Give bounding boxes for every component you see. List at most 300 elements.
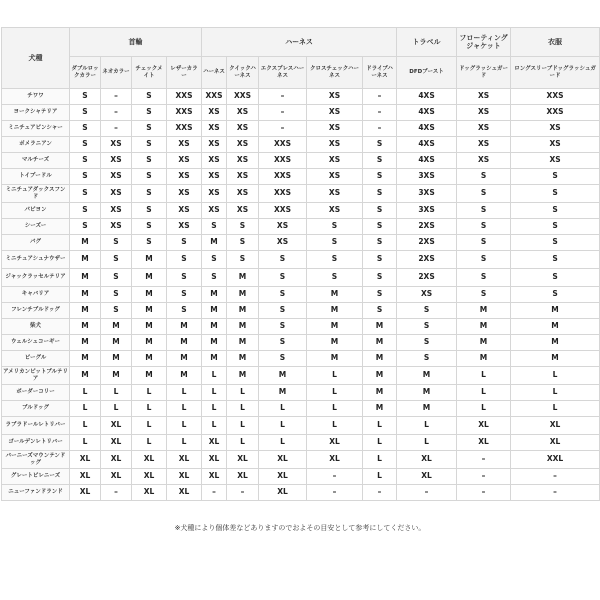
category-header: ハーネス: [202, 28, 397, 57]
size-cell: M: [363, 351, 397, 367]
size-cell: XS: [457, 89, 511, 105]
size-cell: S: [101, 287, 132, 303]
size-cell: L: [101, 385, 132, 401]
table-row: [2, 319, 600, 335]
size-cell: S: [363, 251, 397, 269]
size-cell: S: [259, 251, 307, 269]
size-cell: M: [307, 335, 363, 351]
breed-name: アメリカンピットブルテリア: [2, 367, 70, 385]
table-row: [2, 469, 600, 485]
size-cell: –: [101, 89, 132, 105]
size-cell: XL: [307, 451, 363, 469]
size-cell: XXS: [227, 89, 259, 105]
size-cell: M: [70, 303, 101, 319]
size-cell: –: [101, 105, 132, 121]
size-cell: XS: [307, 169, 363, 185]
size-cell: M: [227, 269, 259, 287]
size-cell: XL: [202, 435, 227, 451]
category-header: トラベル: [397, 28, 457, 57]
size-cell: S: [363, 235, 397, 251]
size-cell: L: [227, 401, 259, 417]
size-cell: S: [259, 303, 307, 319]
size-cell: XS: [167, 203, 202, 219]
size-cell: L: [511, 401, 600, 417]
size-cell: S: [202, 219, 227, 235]
product-column-header: エクスプレスハーネス: [259, 57, 307, 89]
size-cell: S: [70, 137, 101, 153]
size-cell: XL: [457, 417, 511, 435]
size-cell: S: [259, 351, 307, 367]
size-cell: XL: [202, 469, 227, 485]
size-cell: S: [457, 185, 511, 203]
size-cell: M: [307, 351, 363, 367]
size-cell: 4XS: [397, 153, 457, 169]
size-cell: M: [227, 335, 259, 351]
size-cell: XS: [227, 137, 259, 153]
size-cell: M: [307, 303, 363, 319]
size-cell: XL: [101, 469, 132, 485]
size-cell: XS: [202, 203, 227, 219]
size-cell: S: [202, 269, 227, 287]
size-cell: –: [397, 485, 457, 501]
size-cell: XL: [167, 451, 202, 469]
size-cell: S: [397, 319, 457, 335]
size-cell: XL: [259, 485, 307, 501]
size-cell: S: [101, 235, 132, 251]
size-cell: 4XS: [397, 89, 457, 105]
size-cell: S: [511, 169, 600, 185]
size-cell: L: [227, 417, 259, 435]
size-cell: M: [202, 335, 227, 351]
size-cell: M: [227, 351, 259, 367]
size-cell: XL: [70, 451, 101, 469]
breed-name: シーズー: [2, 219, 70, 235]
size-cell: –: [101, 121, 132, 137]
size-cell: XS: [259, 235, 307, 251]
size-cell: XS: [227, 169, 259, 185]
product-column-header: レザーカラー: [167, 57, 202, 89]
size-cell: –: [259, 89, 307, 105]
size-cell: –: [259, 121, 307, 137]
size-cell: –: [363, 485, 397, 501]
table-row: [2, 401, 600, 417]
breed-name: ミニチュアシュナウザー: [2, 251, 70, 269]
size-cell: –: [457, 469, 511, 485]
size-cell: M: [167, 335, 202, 351]
product-column-header: ネオカラー: [101, 57, 132, 89]
size-cell: M: [227, 319, 259, 335]
size-cell: XXS: [167, 105, 202, 121]
size-cell: XS: [202, 105, 227, 121]
table-row: [2, 435, 600, 451]
size-cell: M: [101, 335, 132, 351]
size-cell: M: [457, 335, 511, 351]
table-row: [2, 269, 600, 287]
size-cell: L: [397, 435, 457, 451]
size-cell: XL: [259, 451, 307, 469]
size-cell: XL: [70, 469, 101, 485]
size-cell: L: [227, 385, 259, 401]
size-cell: XS: [101, 219, 132, 235]
size-cell: 2XS: [397, 269, 457, 287]
size-cell: M: [259, 367, 307, 385]
table-row: [2, 367, 600, 385]
size-cell: S: [397, 335, 457, 351]
size-cell: M: [202, 235, 227, 251]
size-cell: S: [457, 235, 511, 251]
size-cell: S: [202, 251, 227, 269]
size-cell: XS: [202, 121, 227, 137]
size-cell: M: [70, 319, 101, 335]
size-cell: XXS: [511, 105, 600, 121]
size-cell: L: [202, 401, 227, 417]
size-cell: –: [511, 469, 600, 485]
category-header: 衣服: [511, 28, 600, 57]
size-cell: L: [307, 367, 363, 385]
size-cell: 2XS: [397, 219, 457, 235]
size-cell: S: [457, 251, 511, 269]
size-cell: S: [363, 137, 397, 153]
size-cell: –: [307, 485, 363, 501]
size-cell: S: [457, 169, 511, 185]
size-cell: L: [511, 367, 600, 385]
size-cell: XXS: [259, 169, 307, 185]
size-cell: M: [202, 287, 227, 303]
size-cell: S: [227, 219, 259, 235]
size-cell: M: [457, 303, 511, 319]
size-cell: –: [457, 485, 511, 501]
table-header: [2, 28, 600, 89]
size-cell: L: [307, 385, 363, 401]
size-cell: S: [363, 185, 397, 203]
size-cell: 3XS: [397, 169, 457, 185]
size-cell: S: [397, 303, 457, 319]
size-cell: S: [132, 203, 167, 219]
size-cell: S: [307, 251, 363, 269]
table-row: [2, 185, 600, 203]
size-cell: 3XS: [397, 185, 457, 203]
table-row: [2, 137, 600, 153]
breed-name: ブルドッグ: [2, 401, 70, 417]
size-cell: XL: [167, 469, 202, 485]
size-cell: M: [363, 385, 397, 401]
size-cell: –: [511, 485, 600, 501]
category-header-row: [2, 28, 600, 57]
size-cell: L: [511, 385, 600, 401]
size-cell: S: [70, 203, 101, 219]
size-cell: –: [363, 105, 397, 121]
size-cell: M: [101, 351, 132, 367]
size-cell: XS: [457, 105, 511, 121]
table-row: [2, 287, 600, 303]
size-cell: M: [227, 287, 259, 303]
size-cell: S: [363, 287, 397, 303]
product-header-row: [2, 57, 600, 89]
size-cell: XL: [132, 469, 167, 485]
size-cell: –: [101, 485, 132, 501]
table-row: [2, 203, 600, 219]
size-cell: S: [132, 153, 167, 169]
breed-name: ポメラニアン: [2, 137, 70, 153]
size-cell: S: [259, 287, 307, 303]
size-cell: S: [363, 169, 397, 185]
size-cell: S: [70, 105, 101, 121]
size-cell: M: [227, 367, 259, 385]
table-row: [2, 251, 600, 269]
size-cell: M: [132, 303, 167, 319]
size-cell: XL: [167, 485, 202, 501]
size-cell: XXS: [259, 137, 307, 153]
size-cell: S: [132, 185, 167, 203]
table-row: [2, 385, 600, 401]
size-cell: XS: [227, 153, 259, 169]
size-cell: L: [167, 435, 202, 451]
size-cell: S: [101, 251, 132, 269]
size-cell: S: [363, 269, 397, 287]
size-cell: L: [101, 401, 132, 417]
size-cell: M: [363, 335, 397, 351]
breed-name: ミニチュアピンシャー: [2, 121, 70, 137]
size-cell: XL: [101, 451, 132, 469]
size-cell: XS: [307, 105, 363, 121]
breed-name: ボーダーコリー: [2, 385, 70, 401]
size-cell: M: [132, 251, 167, 269]
breed-name: フレンチブルドッグ: [2, 303, 70, 319]
size-cell: L: [202, 385, 227, 401]
size-cell: XS: [511, 137, 600, 153]
size-cell: S: [511, 203, 600, 219]
size-cell: L: [167, 417, 202, 435]
size-cell: L: [70, 385, 101, 401]
size-cell: S: [363, 153, 397, 169]
size-cell: –: [227, 485, 259, 501]
size-cell: S: [363, 203, 397, 219]
size-cell: S: [101, 269, 132, 287]
size-cell: M: [511, 303, 600, 319]
size-cell: M: [167, 319, 202, 335]
size-cell: XS: [167, 219, 202, 235]
size-cell: S: [259, 319, 307, 335]
size-cell: M: [167, 351, 202, 367]
size-cell: XS: [511, 121, 600, 137]
breed-name: トイプードル: [2, 169, 70, 185]
size-cell: M: [363, 401, 397, 417]
size-cell: S: [511, 235, 600, 251]
breed-name: グレートピレニーズ: [2, 469, 70, 485]
breed-name: パピヨン: [2, 203, 70, 219]
size-cell: M: [457, 351, 511, 367]
size-cell: M: [70, 235, 101, 251]
category-header: 首輪: [70, 28, 202, 57]
size-cell: XXS: [259, 203, 307, 219]
size-cell: –: [363, 121, 397, 137]
size-cell: XL: [307, 435, 363, 451]
table-row: [2, 451, 600, 469]
table-row: [2, 219, 600, 235]
product-column-header: ハーネス: [202, 57, 227, 89]
size-cell: –: [363, 89, 397, 105]
size-cell: L: [307, 417, 363, 435]
table-row: [2, 105, 600, 121]
size-cell: M: [132, 319, 167, 335]
size-cell: XL: [101, 435, 132, 451]
size-cell: M: [132, 287, 167, 303]
size-cell: S: [70, 153, 101, 169]
size-cell: M: [70, 351, 101, 367]
size-cell: S: [101, 303, 132, 319]
size-cell: 2XS: [397, 251, 457, 269]
breed-column-header: 犬種: [2, 28, 70, 89]
size-cell: M: [101, 367, 132, 385]
size-cell: S: [511, 287, 600, 303]
size-cell: S: [227, 235, 259, 251]
size-cell: M: [132, 269, 167, 287]
size-cell: M: [259, 385, 307, 401]
size-cell: M: [307, 319, 363, 335]
size-cell: 4XS: [397, 121, 457, 137]
breed-name: ヨークシャテリア: [2, 105, 70, 121]
size-cell: L: [457, 401, 511, 417]
size-cell: L: [132, 385, 167, 401]
product-column-header: ドッグラッシュガード: [457, 57, 511, 89]
size-cell: M: [70, 335, 101, 351]
size-cell: S: [511, 185, 600, 203]
size-cell: S: [457, 203, 511, 219]
size-cell: L: [363, 417, 397, 435]
breed-name: ラブラドールレトリバー: [2, 417, 70, 435]
size-cell: XXS: [511, 89, 600, 105]
size-cell: XS: [259, 219, 307, 235]
size-cell: XS: [101, 169, 132, 185]
size-cell: L: [227, 435, 259, 451]
size-cell: S: [167, 287, 202, 303]
table-row: [2, 303, 600, 319]
size-cell: S: [132, 235, 167, 251]
size-cell: XS: [227, 105, 259, 121]
size-cell: XS: [307, 203, 363, 219]
size-cell: L: [70, 417, 101, 435]
size-cell: XXS: [259, 185, 307, 203]
size-cell: L: [307, 401, 363, 417]
size-cell: S: [132, 105, 167, 121]
size-cell: XL: [227, 451, 259, 469]
size-cell: M: [101, 319, 132, 335]
breed-name: ミニチュアダックスフンド: [2, 185, 70, 203]
size-cell: S: [397, 351, 457, 367]
breed-name: 柴犬: [2, 319, 70, 335]
size-cell: M: [202, 303, 227, 319]
size-cell: XXS: [167, 121, 202, 137]
size-cell: –: [457, 451, 511, 469]
size-cell: XXS: [202, 89, 227, 105]
product-column-header: チェックメイト: [132, 57, 167, 89]
size-cell: S: [132, 219, 167, 235]
size-cell: XS: [457, 121, 511, 137]
table-body: [2, 89, 600, 501]
size-cell: XL: [511, 435, 600, 451]
size-cell: XL: [132, 485, 167, 501]
size-cell: XL: [202, 451, 227, 469]
size-cell: L: [457, 385, 511, 401]
size-cell: S: [70, 219, 101, 235]
size-cell: M: [511, 319, 600, 335]
size-cell: S: [511, 251, 600, 269]
size-cell: XS: [167, 153, 202, 169]
size-cell: –: [259, 105, 307, 121]
size-cell: 4XS: [397, 105, 457, 121]
size-cell: M: [363, 319, 397, 335]
size-cell: M: [70, 269, 101, 287]
size-cell: XS: [227, 121, 259, 137]
size-cell: XS: [307, 137, 363, 153]
product-column-header: クロスチェックハーネス: [307, 57, 363, 89]
table-row: [2, 485, 600, 501]
size-cell: XL: [101, 417, 132, 435]
size-cell: M: [70, 251, 101, 269]
table-row: [2, 335, 600, 351]
size-cell: L: [259, 401, 307, 417]
size-cell: XS: [167, 169, 202, 185]
size-cell: S: [167, 303, 202, 319]
size-cell: L: [202, 367, 227, 385]
product-column-header: ドライブハーネス: [363, 57, 397, 89]
size-cell: XS: [457, 137, 511, 153]
size-cell: L: [457, 367, 511, 385]
size-cell: L: [363, 451, 397, 469]
size-cell: XS: [101, 185, 132, 203]
size-cell: XS: [397, 287, 457, 303]
size-cell: L: [132, 417, 167, 435]
size-cell: S: [457, 287, 511, 303]
size-cell: XL: [511, 417, 600, 435]
table-row: [2, 351, 600, 367]
table-row: [2, 417, 600, 435]
size-cell: S: [132, 169, 167, 185]
size-cell: XL: [397, 451, 457, 469]
product-column-header: ロングスリーブドッグラッシュガード: [511, 57, 600, 89]
size-cell: S: [307, 219, 363, 235]
size-cell: S: [167, 251, 202, 269]
breed-name: パグ: [2, 235, 70, 251]
size-cell: S: [70, 185, 101, 203]
size-cell: S: [457, 269, 511, 287]
size-cell: XL: [397, 469, 457, 485]
size-cell: XS: [167, 137, 202, 153]
size-cell: XS: [202, 153, 227, 169]
size-cell: M: [132, 335, 167, 351]
size-cell: XS: [457, 153, 511, 169]
size-cell: 4XS: [397, 137, 457, 153]
size-cell: XS: [227, 185, 259, 203]
table-row: [2, 89, 600, 105]
size-cell: L: [397, 417, 457, 435]
size-cell: M: [167, 367, 202, 385]
size-cell: S: [511, 219, 600, 235]
size-cell: L: [70, 401, 101, 417]
product-column-header: ダブルロックカラー: [70, 57, 101, 89]
breed-name: チワワ: [2, 89, 70, 105]
size-cell: M: [457, 319, 511, 335]
size-cell: XS: [307, 89, 363, 105]
breed-name: ウェルシュコーギー: [2, 335, 70, 351]
size-cell: M: [511, 351, 600, 367]
size-cell: L: [363, 435, 397, 451]
size-cell: 2XS: [397, 235, 457, 251]
size-cell: S: [70, 89, 101, 105]
breed-name: ゴールデンレトリバー: [2, 435, 70, 451]
size-cell: XL: [70, 485, 101, 501]
size-chart-table: [1, 27, 600, 501]
